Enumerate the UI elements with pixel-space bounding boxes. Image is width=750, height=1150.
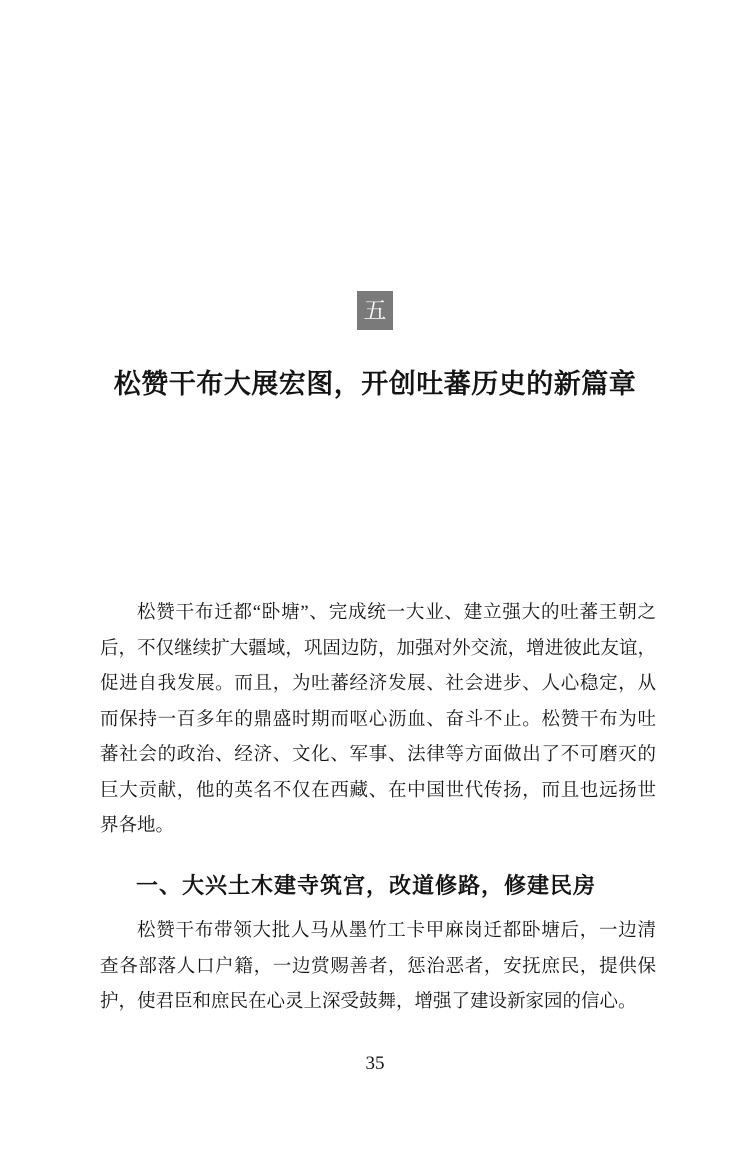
text-line: 松赞干布带领大批人马从墨竹工卡甲麻岗迁都卧塘后，一边清 bbox=[137, 921, 656, 941]
paragraph-2 bbox=[100, 914, 656, 1021]
text-line: 界各地。 bbox=[100, 816, 175, 836]
text-line: 松赞干布迁都“卧塘”、完成统一大业、建立强大的吐蕃王朝之 bbox=[137, 603, 656, 623]
page-number: 35 bbox=[365, 1053, 385, 1074]
chapter-number-box bbox=[357, 291, 393, 330]
text-line: 巨大贡献，他的英名不仅在西藏、在中国世代传扬，而且也远扬世 bbox=[100, 780, 656, 801]
chapter-number: 五 bbox=[363, 298, 387, 323]
text-line: 护，使君臣和庶民在心灵上深受鼓舞，增强了建设新家园的信心。 bbox=[100, 992, 637, 1012]
text-line: 而保持一百多年的鼎盛时期而呕心沥血、奋斗不止。松赞干布为吐 bbox=[100, 709, 656, 730]
text-line: 促进自我发展。而且，为吐蕃经济发展、社会进步、人心稳定，从 bbox=[100, 674, 656, 694]
text-line: 后，不仅继续扩大疆域，巩固边防，加强对外交流，增进彼此友谊， bbox=[100, 638, 656, 659]
text-line: 查各部落人口户籍，一边赏赐善者，惩治恶者，安抚庶民，提供保 bbox=[100, 956, 656, 977]
section-heading: 一、大兴土木建寺筑宫，改道修路，修建民房 bbox=[135, 873, 596, 899]
chapter-title: 松赞干布大展宏图，开创吐蕃历史的新篇章 bbox=[113, 369, 637, 400]
text-line: 蕃社会的政治、经济、文化、军事、法律等方面做出了不可磨灭的 bbox=[100, 745, 656, 765]
paragraph-1 bbox=[100, 596, 656, 845]
